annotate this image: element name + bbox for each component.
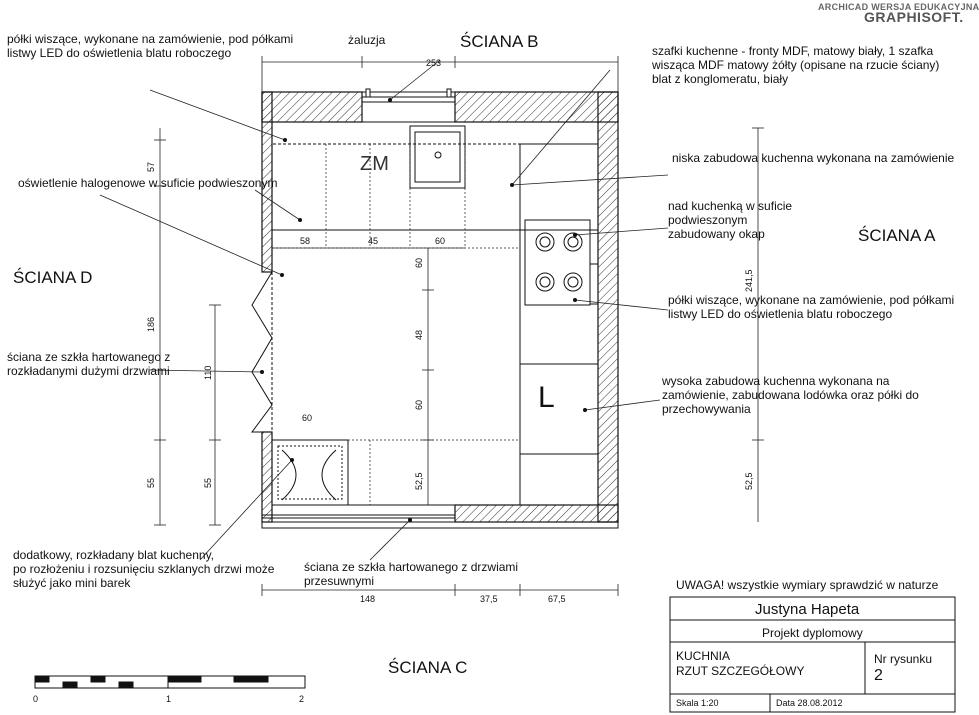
wall-b-left [262,92,362,122]
graphisoft-logo: GRAPHISOFT. [864,9,964,25]
window [362,89,455,122]
wall-a [598,92,618,522]
note-hood-1: nad kuchenką w suficie [668,199,793,213]
scale-label-2: 2 [299,694,305,704]
dim-55-b: 55 [203,477,213,488]
sink-bowl [415,132,460,182]
note-tall-built-3: przechowywania [662,402,751,416]
dim-52-5-b: 52,5 [744,472,754,490]
wall-d-label: ŚCIANA D [13,268,93,287]
date-text: Data 28.08.2012 [776,698,843,708]
dim-58: 58 [300,236,311,246]
note-glass-d-2: rozkładanymi dużymi drzwiami [7,364,170,378]
note-extra-top-1: dodatkowy, rozkładany blat kuchenny, [13,548,215,562]
dim-110: 110 [203,365,213,380]
drawing-title-1: KUCHNIA [676,649,731,663]
note-glass-c-2: przesuwnymi [304,574,375,588]
dim-253: 253 [426,58,442,68]
dim-55-a: 55 [146,477,156,488]
wall-d-lower [262,432,272,522]
zm-mark: ZM [360,153,389,175]
counter-right [520,144,598,505]
note-shelves-mid-1: półki wiszące, wykonane na zamówienie, pod półkami [668,293,955,307]
dim-148: 148 [360,594,376,604]
project-label: Projekt dyplomowy [762,626,863,640]
number-label: Nr rysunku [874,652,933,666]
scale-text: Skala 1:20 [676,698,719,708]
scale-label-1: 1 [166,694,172,704]
dim-241-5: 241,5 [744,269,754,292]
folding-doors [252,272,272,432]
note-lighting: oświetlenie halogenowe w suficie podwieszonym [18,176,278,190]
counter-top [272,122,598,230]
note-shelves-top-1: półki wiszące, wykonane na zamówienie, pod półkami [7,32,294,46]
note-cabinets-3: blat z konglomeratu, biały [652,72,789,86]
note-low-built: niska zabudowa kuchenna wykonana na zamówienie [672,151,955,165]
wall-a-label: ŚCIANA A [858,226,936,245]
note-tall-built-1: wysoka zabudowa kuchenna wykonana na [662,374,890,388]
dim-45: 45 [368,236,379,246]
drawing-number: 2 [874,667,883,684]
dim-52-5-a: 52,5 [414,472,424,490]
l-mark: L [538,381,555,414]
wall-b-label: ŚCIANA B [460,32,539,51]
burner-3 [536,273,554,291]
extra-counter [272,440,348,505]
edition-label: ARCHICAD WERSJA EDUKACYJNA [818,2,979,12]
dim-60-a: 60 [435,236,446,246]
wall-c-right [455,505,618,522]
note-cabinets-2: wisząca MDF matowy żółty (opisane na rzucie ściany) [652,58,940,72]
dim-60-b: 60 [414,257,424,268]
burner-2 [564,233,582,251]
note-glass-c-1: ściana ze szkła hartowanego z drzwiami [304,560,519,574]
dashed-guides [272,144,520,505]
sink [410,126,465,188]
author-name: Justyna Hapeta [755,601,860,618]
note-hood-3: zabudowany okap [668,227,765,241]
note-blind: żaluzja [348,33,386,47]
leader-lines [100,60,668,560]
sink-drain [435,152,441,158]
drawing-title-2: RZUT SZCZEGÓŁOWY [676,664,805,678]
scale-bar [35,676,305,688]
wall-b-right [455,92,618,122]
note-tall-built-2: zamówienie, zabudowana lodówka oraz półki do [662,388,919,402]
dim-60-d: 60 [302,413,313,423]
dim-186: 186 [146,316,156,332]
note-warning: UWAGA! wszystkie wymiary sprawdzić w naturze [676,578,939,592]
note-extra-top-3: służyć jako mini barek [13,576,131,590]
dim-37-5: 37,5 [480,594,498,604]
oven-bracket [590,264,598,304]
dim-60-c: 60 [414,399,424,410]
dim-67-5: 67,5 [548,594,566,604]
burner-4 [564,273,582,291]
dim-57: 57 [146,161,156,172]
note-cabinets-1: szafki kuchenne - fronty MDF, matowy biały, 1 szafka [652,44,934,58]
dim-48: 48 [414,329,424,340]
wall-c-label: ŚCIANA C [388,658,468,677]
note-extra-top-2: po rozłożeniu i rozsunięciu szklanych drzwi może [13,562,275,576]
scale-label-0: 0 [33,694,39,704]
note-shelves-top-2: listwy LED do oświetlenia blatu roboczego [7,46,232,60]
note-glass-d-1: ściana ze szkła hartowanego z [7,350,171,364]
note-hood-2: podwieszonym [668,213,748,227]
leader-dots [260,98,587,522]
cooktop [525,220,590,305]
burner-1 [536,233,554,251]
note-shelves-mid-2: listwy LED do oświetlenia blatu roboczego [668,307,893,321]
